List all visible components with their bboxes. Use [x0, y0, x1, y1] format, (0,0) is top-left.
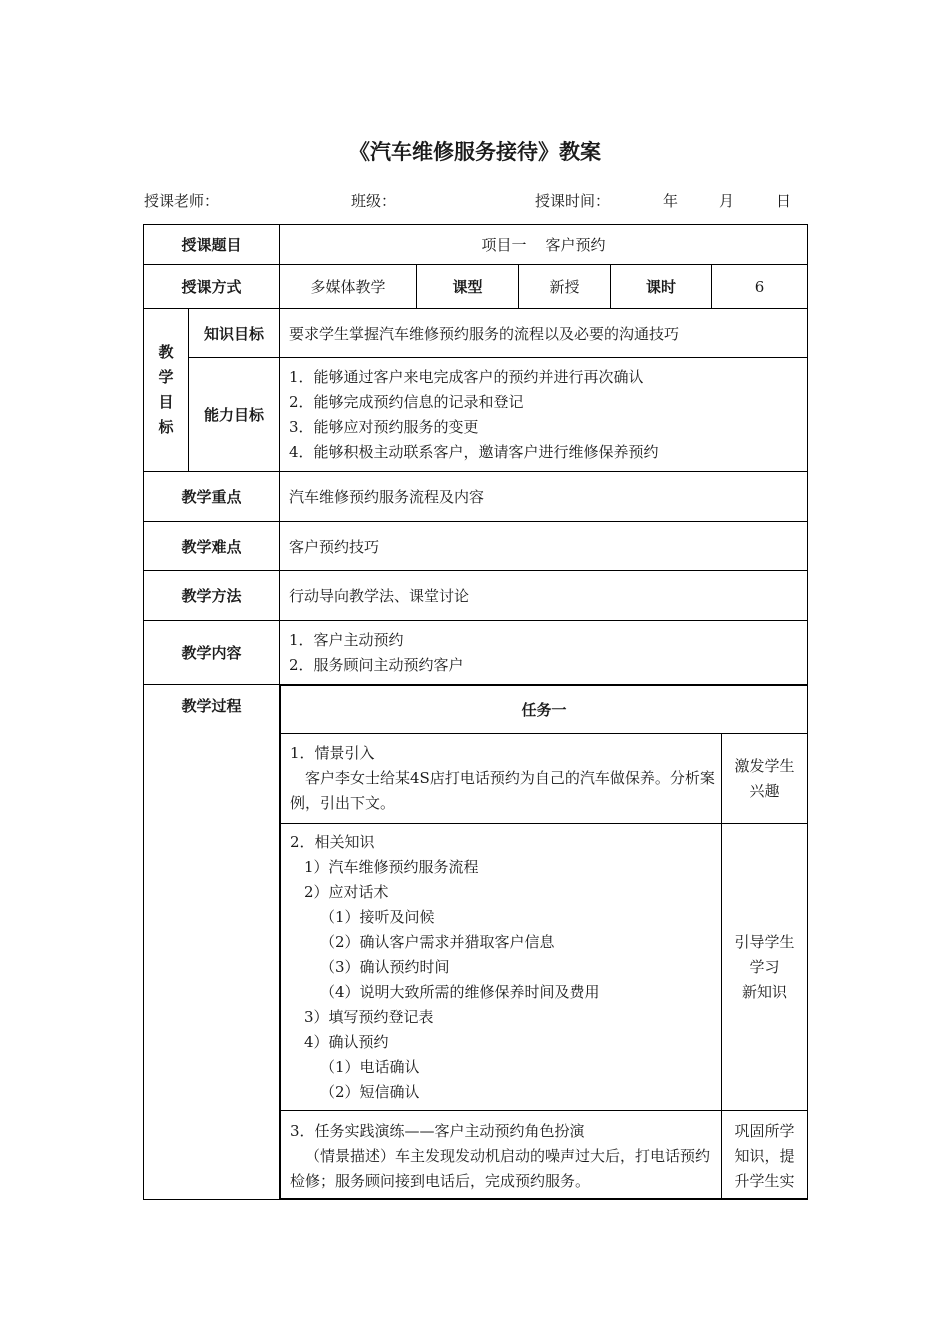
list-item: 2．能够完成预约信息的记录和登记: [289, 392, 524, 411]
knowledge-goal-value: 要求学生掌握汽车维修预约服务的流程以及必要的沟通技巧: [280, 309, 808, 358]
mode-value: 多媒体教学: [280, 265, 417, 309]
list-item: 4）确认预约: [304, 1032, 389, 1051]
list-item: 1．客户主动预约: [289, 630, 404, 649]
step3-cell: [281, 1111, 722, 1199]
type-label: 课型: [417, 265, 519, 309]
class-label: 班级：: [351, 192, 397, 210]
list-item: 1）汽车维修预约服务流程: [304, 857, 479, 876]
list-item: 2）应对话术: [304, 882, 389, 901]
step1-cell: [281, 734, 722, 824]
step1-heading: 1．情景引入: [290, 744, 375, 762]
step1-text: 客户李女士给某4S店打电话预约为自己的汽车做保养。分析案例，引出下文。: [290, 769, 715, 812]
list-item: 3．能够应对预约服务的变更: [289, 417, 479, 436]
time-label: 授课时间：: [535, 192, 611, 210]
document-title: 《汽车维修服务接待》教案: [349, 140, 601, 164]
difficulty-label: 教学难点: [144, 522, 280, 571]
lesson-plan-table: [143, 224, 808, 1200]
ability-goal-list: [280, 358, 808, 472]
step3-heading: 3．任务实践演练——客户主动预约角色扮演: [290, 1122, 585, 1140]
topic-label: 授课题目: [144, 225, 280, 265]
day-label: 日: [776, 192, 792, 210]
list-item: （4）说明大致所需的维修保养时间及费用: [320, 982, 600, 1001]
step3-purpose: 巩固所学 知识，提 升学生实: [722, 1111, 808, 1199]
step1-purpose: 激发学生 兴趣: [722, 734, 808, 824]
knowledge-goal-label: 知识目标: [189, 309, 280, 358]
task-title: 任务一: [281, 686, 808, 734]
step2-purpose: 引导学生 学习 新知识: [722, 824, 808, 1111]
mode-label: 授课方式: [144, 265, 280, 309]
step2-heading: 2．相关知识: [290, 832, 375, 851]
topic-value: 项目一 客户预约: [280, 225, 808, 265]
list-item: （1）电话确认: [320, 1057, 420, 1076]
content-list: [280, 621, 808, 685]
goals-label: 教 学 目 标: [144, 309, 189, 472]
hours-value: 6: [712, 265, 808, 309]
content-label: 教学内容: [144, 621, 280, 685]
year-label: 年: [663, 192, 679, 210]
teacher-label: 授课老师：: [144, 192, 220, 210]
method-value: 行动导向教学法、课堂讨论: [280, 571, 808, 621]
process-cell: [280, 685, 808, 1200]
ability-goal-label: 能力目标: [189, 358, 280, 472]
difficulty-value: 客户预约技巧: [280, 522, 808, 571]
month-label: 月: [719, 192, 735, 210]
method-label: 教学方法: [144, 571, 280, 621]
list-item: 4．能够积极主动联系客户，邀请客户进行维修保养预约: [289, 442, 659, 461]
list-item: （3）确认预约时间: [320, 957, 450, 976]
list-item: （1）接听及问候: [320, 907, 435, 926]
list-item: 1．能够通过客户来电完成客户的预约并进行再次确认: [289, 367, 644, 386]
list-item: （2）短信确认: [320, 1082, 420, 1101]
type-value: 新授: [519, 265, 611, 309]
step2-cell: [281, 824, 722, 1111]
list-item: 3）填写预约登记表: [304, 1007, 434, 1026]
list-item: （2）确认客户需求并猎取客户信息: [320, 932, 555, 951]
step3-text: （情景描述）车主发现发动机启动的噪声过大后，打电话预约检修；服务顾问接到电话后，完成预约服务。: [290, 1147, 711, 1190]
list-item: 2．服务顾问主动预约客户: [289, 655, 464, 674]
process-label: 教学过程: [144, 685, 280, 1200]
key-point-value: 汽车维修预约服务流程及内容: [280, 472, 808, 522]
hours-label: 课时: [611, 265, 712, 309]
key-point-label: 教学重点: [144, 472, 280, 522]
process-table: [280, 685, 808, 1199]
